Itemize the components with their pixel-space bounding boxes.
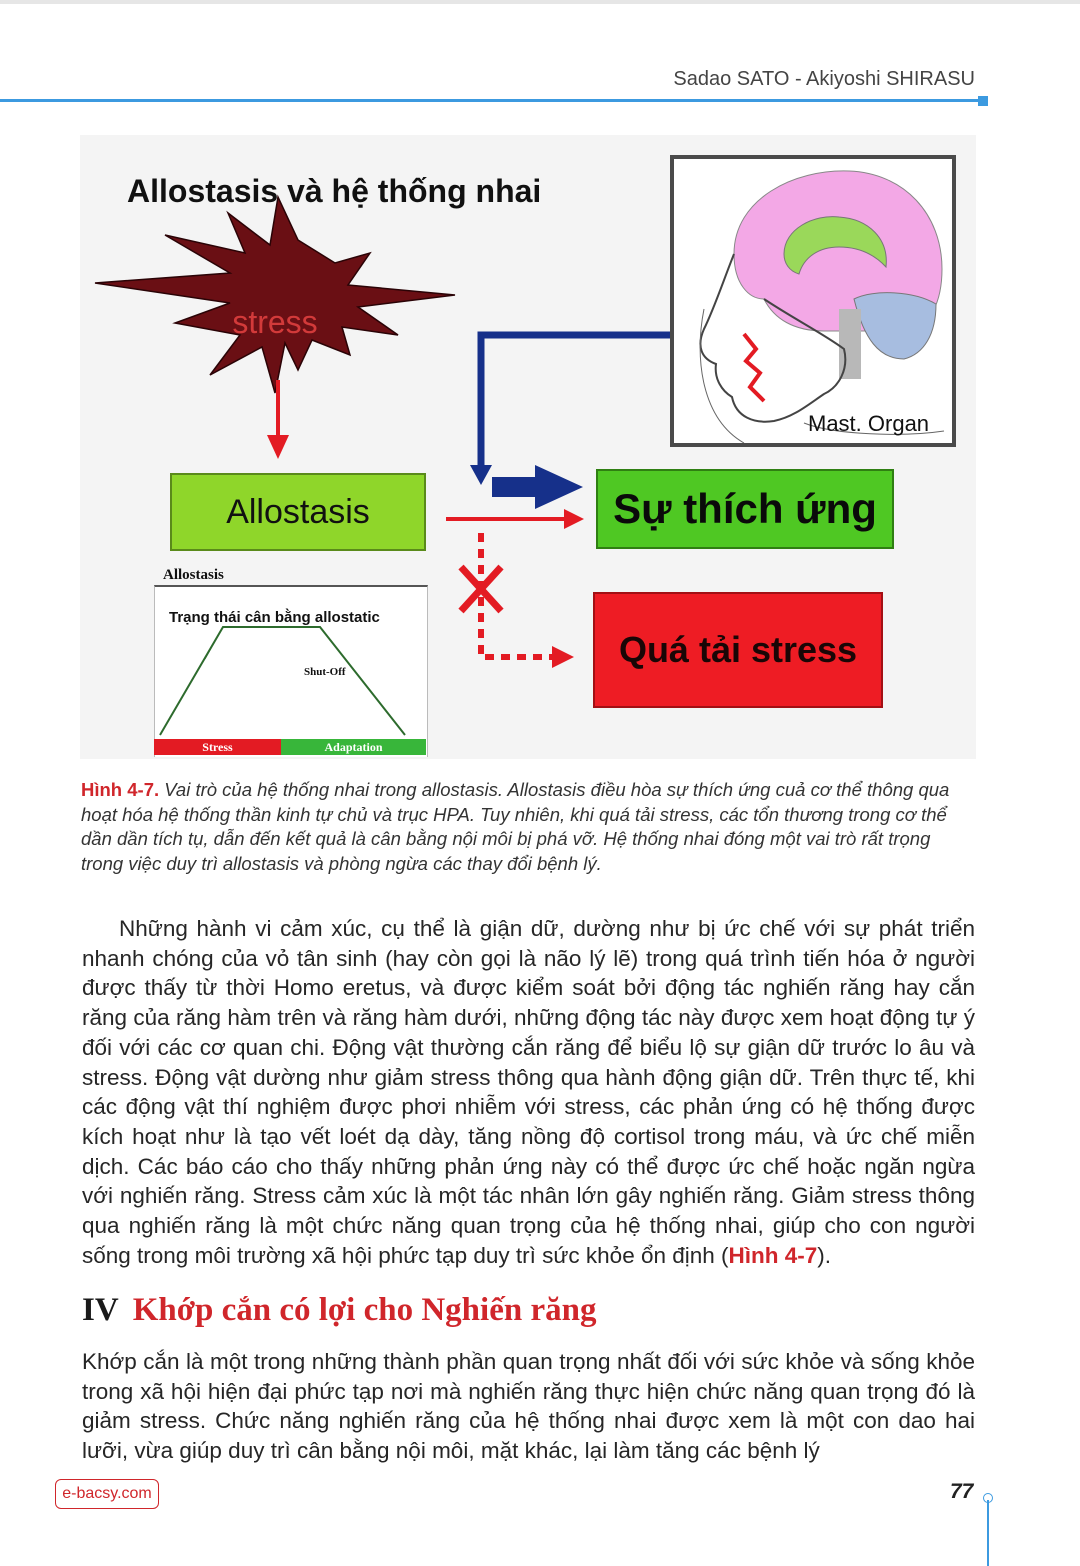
header-rule xyxy=(0,99,982,102)
masticatory-organ-illustration xyxy=(670,155,956,447)
figure-caption-text: Vai trò của hệ thống nhai trong allostasis. Allostasis điều hòa sự thích ứng cuả cơ thể thông qua hoạt hóa hệ thống thần kinh tự chủ và trục HPA. Tuy nhiên, khi quá tải stress, các tổn thương trong cơ thể dần dần tích tụ, dẫn đến kết quả là cân bằng nội môi bị phá vỡ. Hệ thống nhai đóng một vai trò rất trọng trong việc duy trì allostasis và phòng ngừa các thay đổi bệnh lý. xyxy=(81,779,950,874)
adaptation-box: Sự thích ứng xyxy=(596,469,894,549)
header-rule-marker xyxy=(978,96,988,106)
stress-bar: Stress xyxy=(154,739,281,755)
stress-label: stress xyxy=(232,304,318,340)
section-title: Khớp cắn có lợi cho Nghiến răng xyxy=(132,1292,597,1328)
section-number: IV xyxy=(82,1292,119,1328)
body-paragraph-1-text: Những hành vi cảm xúc, cụ thể là giận dữ, dường như bị ức chế với sự phát triển nhanh chóng của vỏ tân sinh (hay còn gọi là não lý lẽ) trong quá trình tiến hóa ở người được thấy từ thời Homo eretus, và được kiểm soát bởi động tác nghiến răng hay cắn răng của răng hàm trên và răng hàm dưới, những động tác này được xem hoạt động tự ý đối với các cơ quan chi. Động vật thường cắn răng để biểu lộ sự giận dữ trước lo âu và stress. Động vật dường như giảm stress thông qua hành động giận dữ. Trên thực tế, khi các động vật thí nghiệm được phơi nhiễm với stress, các phản ứng có hệ thống được kích hoạt như là tạo vết loét dạ dày, tăng nồng độ cortisol trong máu, và ức chế miễn dịch. Các báo cáo cho thấy những phản ứng này có thể được ức chế hoặc ngăn ngừa với nghiến răng. Stress cảm xúc là một tác nhân lớn gây nghiến răng. Giảm stress thông qua nghiến răng là một chức năng quan trọng của hệ thống nhai, giúp cho con người sống trong môi trường xã hội phức tạp duy trì sức khỏe ổn định ( xyxy=(82,916,975,1268)
mini-chart-label: Allostasis xyxy=(163,567,224,583)
arrow-organ-to-adaptation xyxy=(481,335,670,467)
page-marker-line xyxy=(987,1500,989,1566)
allostasis-box: Allostasis xyxy=(170,473,426,551)
organ-label: Mast. Organ xyxy=(808,411,930,436)
figure-reference-link: Hình 4-7 xyxy=(728,1242,818,1268)
top-strip xyxy=(0,0,1080,4)
section-heading xyxy=(82,1292,596,1329)
shutoff-label: Shut-Off xyxy=(304,666,346,678)
body-paragraph-2: Khớp cắn là một trong những thành phần quan trọng nhất đối với sức khỏe và sống khỏe trong xã hội hiện đại phức tạp nơi mà nghiến răng thực hiện chức năng quan trọng đó là giảm stress. Chức năng nghiến răng của hệ thống nhai được xem là một con dao hai lưỡi, vừa giúp duy trì cân bằng nội môi, mặt khác, lại làm tăng các bệnh lý xyxy=(82,1349,975,1464)
figure-caption-label: Hình 4-7. xyxy=(81,779,160,800)
arrow-dotted-to-overload xyxy=(481,533,558,657)
figure-title: Allostasis và hệ thống nhai xyxy=(127,173,542,209)
running-header-authors: Sadao SATO - Akiyoshi SHIRASU xyxy=(673,68,975,90)
page-number: 77 xyxy=(950,1480,974,1503)
arrow-adaptation-navy xyxy=(492,465,583,509)
allostatic-state-label: Trạng thái cân bằng allostatic xyxy=(169,609,380,626)
brain-skull-icon xyxy=(674,159,952,443)
body-paragraph-1 xyxy=(82,914,975,1270)
stress-overload-box: Quá tải stress xyxy=(593,592,883,708)
figure-caption xyxy=(81,778,975,876)
figure-allostasis xyxy=(80,135,976,759)
adaptation-bar: Adaptation xyxy=(281,739,426,755)
body-paragraph-1-end: ). xyxy=(817,1242,832,1268)
site-badge[interactable]: e-bacsy.com xyxy=(55,1479,159,1509)
stress-burst-shape xyxy=(95,197,455,393)
